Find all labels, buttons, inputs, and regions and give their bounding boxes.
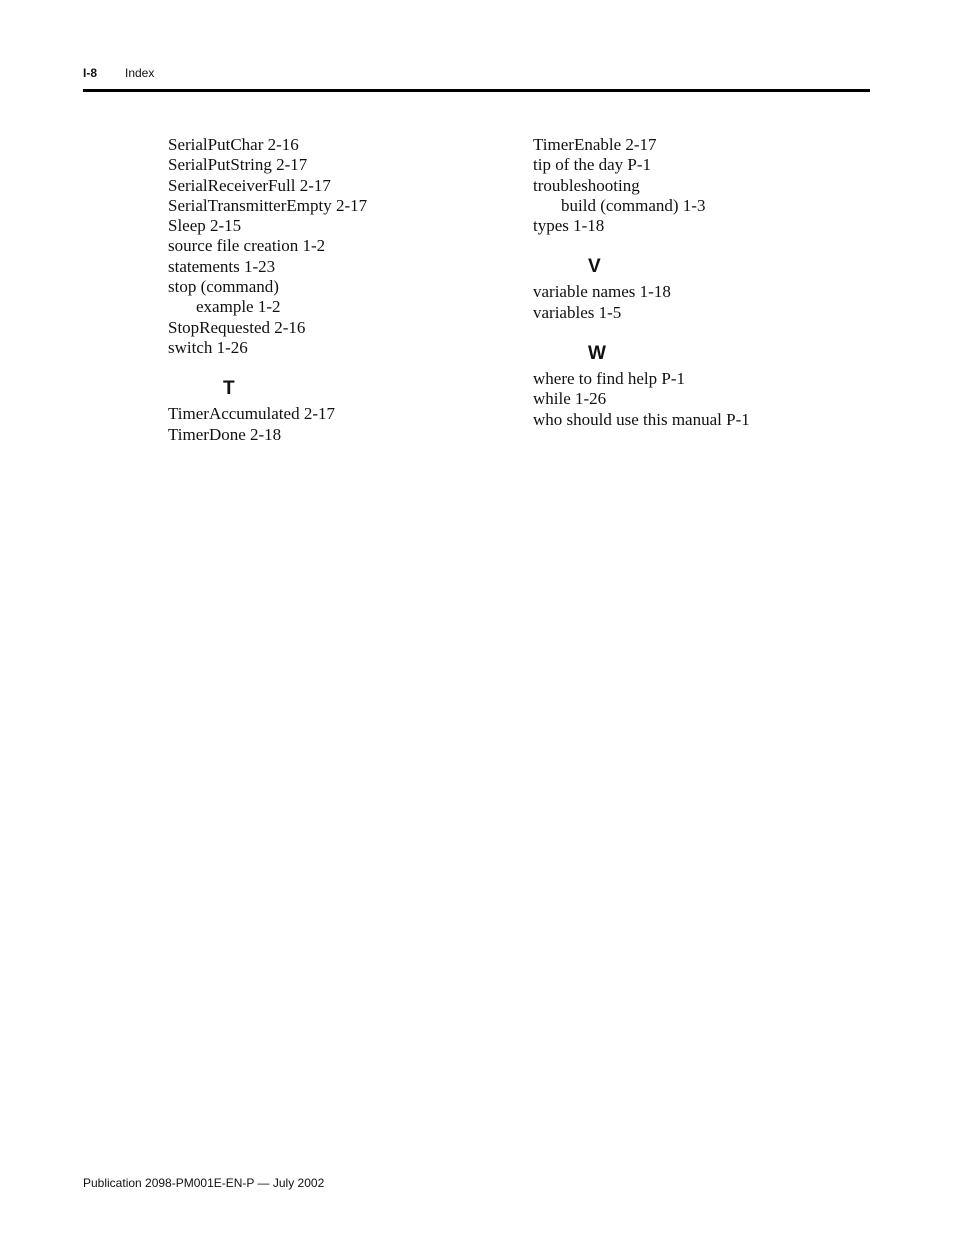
index-entry: Sleep 2-15 (168, 216, 242, 236)
page-header (83, 66, 155, 80)
index-sub-entry: example 1-2 (196, 297, 281, 317)
index-entry: TimerDone 2-18 (168, 424, 282, 444)
index-entry: StopRequested 2-16 (168, 317, 306, 337)
index-letter-heading: W (588, 343, 606, 365)
index-entry: where to find help P-1 (533, 369, 686, 389)
index-letter-heading: T (223, 378, 235, 400)
index-entry: statements 1-23 (168, 256, 276, 276)
index-entry: variable names 1-18 (533, 282, 671, 302)
index-entry: tip of the day P-1 (533, 155, 652, 175)
index-entry: troubleshooting (533, 175, 640, 195)
index-entry: while 1-26 (533, 389, 607, 409)
index-entry: stop (command) (168, 277, 279, 297)
page-footer: Publication 2098-PM001E-EN-P — July 2002 (83, 1176, 325, 1190)
index-column-left (168, 135, 508, 445)
index-column-right (533, 135, 863, 430)
index-entry: types 1-18 (533, 216, 605, 236)
index-entry: switch 1-26 (168, 337, 248, 357)
index-letter-heading: V (588, 256, 601, 278)
index-entry: SerialReceiverFull 2-17 (168, 175, 331, 195)
index-entry: variables 1-5 (533, 302, 622, 322)
index-sub-entry: build (command) 1-3 (561, 195, 706, 215)
index-entry: TimerAccumulated 2-17 (168, 404, 335, 424)
page-number: I-8 (83, 66, 98, 80)
index-entry: SerialTransmitterEmpty 2-17 (168, 195, 368, 215)
section-title: Index (125, 66, 155, 80)
index-entry: TimerEnable 2-17 (533, 135, 657, 154)
index-entry: who should use this manual P-1 (533, 409, 750, 429)
header-rule (83, 89, 870, 92)
index-entry: SerialPutChar 2-16 (168, 135, 299, 154)
index-entry: source file creation 1-2 (168, 236, 326, 256)
index-entry: SerialPutString 2-17 (168, 155, 308, 175)
